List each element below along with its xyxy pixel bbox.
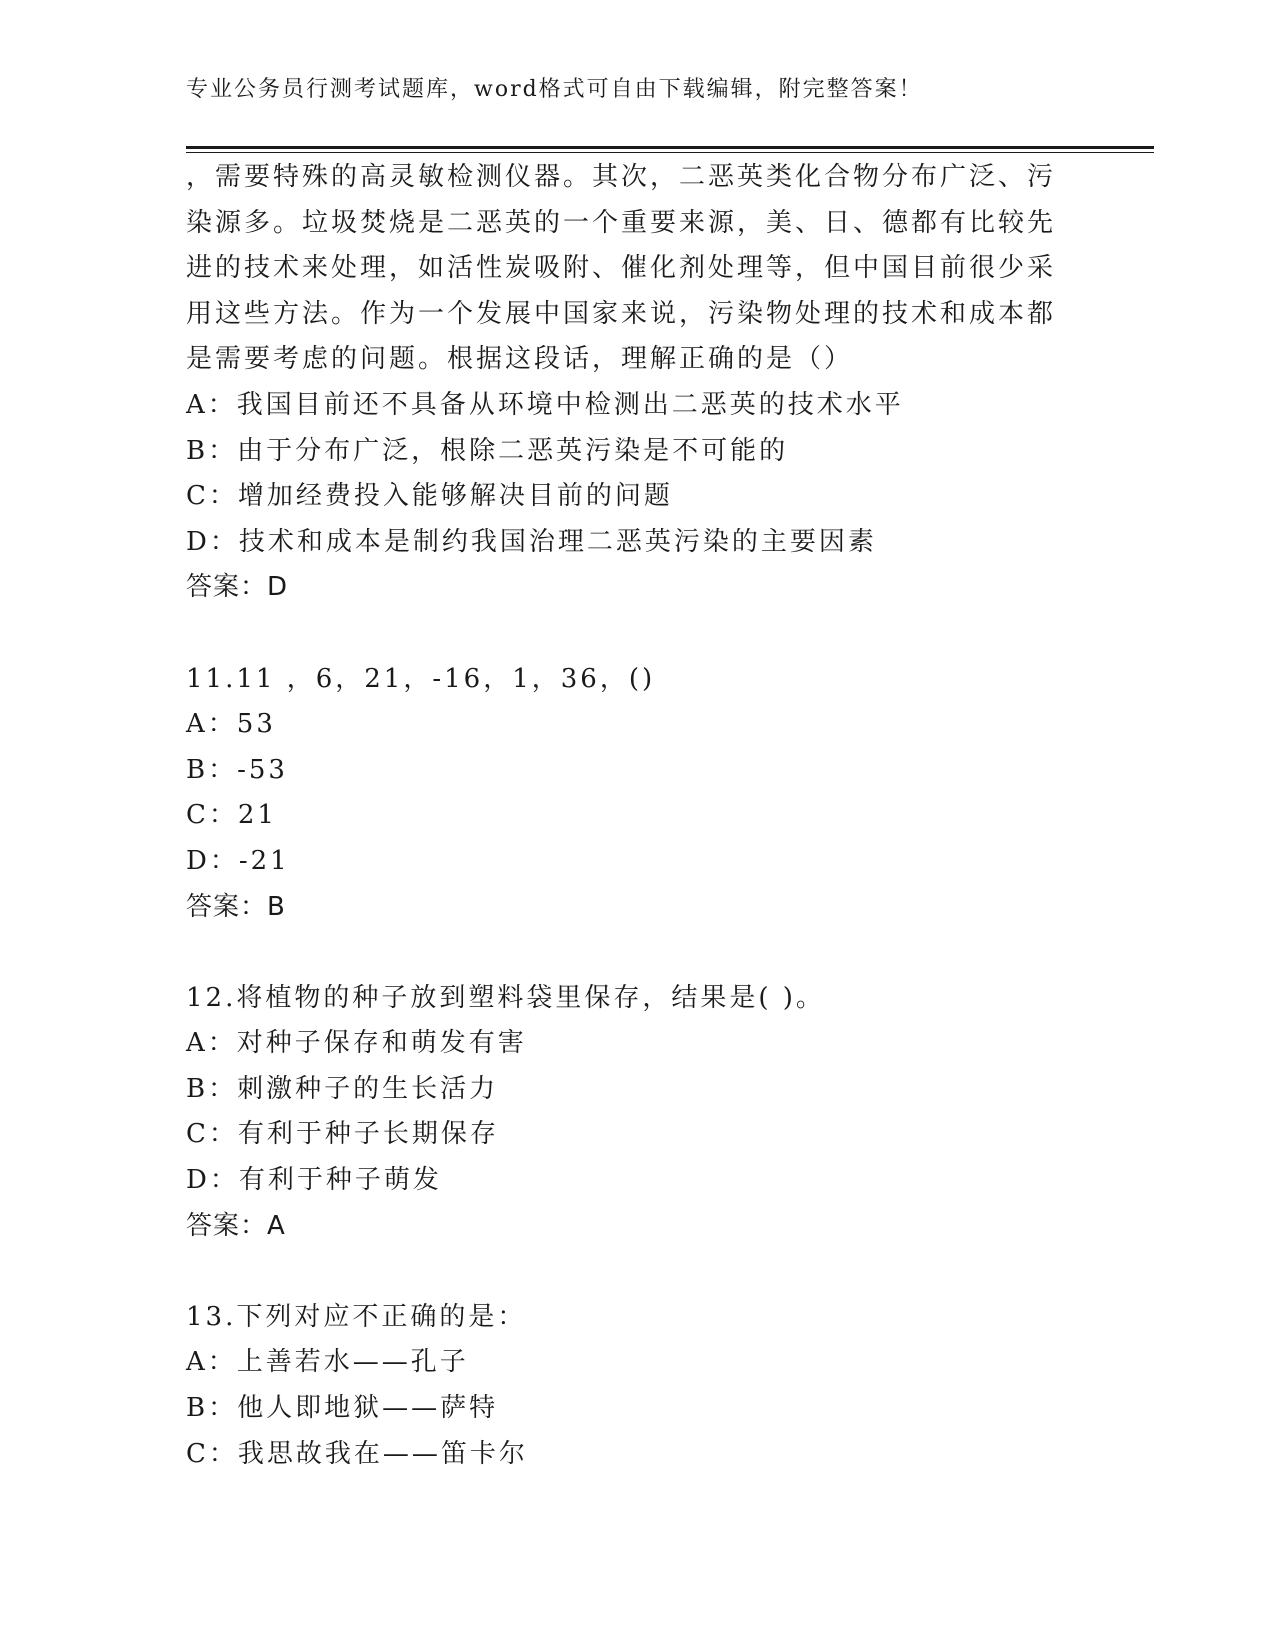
- passage-line: 用这些方法。作为一个发展中国家来说，污染物处理的技术和成本都: [186, 298, 1057, 329]
- option-b: B：-53: [186, 754, 288, 785]
- answer-line: 答案：A: [186, 1210, 286, 1241]
- question-12: [186, 976, 1086, 1250]
- option-a: A：我国目前还不具备从环境中检测出二恶英的技术水平: [186, 389, 904, 420]
- option-d: D：技术和成本是制约我国治理二恶英污染的主要因素: [186, 526, 877, 557]
- question-10: [186, 155, 1086, 611]
- spacer: [186, 930, 1086, 976]
- option-c: C：增加经费投入能够解决目前的问题: [186, 481, 673, 512]
- passage-line: 是需要考虑的问题。根据这段话，理解正确的是（）: [186, 344, 854, 375]
- question-stem: 13.下列对应不正确的是：: [186, 1301, 527, 1332]
- page-header: 专业公务员行测考试题库，word格式可自由下载编辑，附完整答案！: [186, 77, 923, 102]
- option-a: A：53: [186, 709, 276, 740]
- question-11: [186, 657, 1086, 931]
- question-content: [186, 155, 1086, 1477]
- option-b: B：由于分布广泛，根除二恶英污染是不可能的: [186, 435, 789, 466]
- answer-line: 答案：D: [186, 572, 289, 603]
- question-stem: 11.11 ，6，21，-16，1，36，(): [186, 663, 656, 694]
- passage-line: ，需要特殊的高灵敏检测仪器。其次，二恶英类化合物分布广泛、污: [186, 162, 1057, 192]
- option-d: D：-21: [186, 845, 290, 876]
- option-b: B：他人即地狱——萨特: [186, 1393, 499, 1424]
- spacer: [186, 1249, 1086, 1295]
- passage-line: 进的技术来处理，如活性炭吸附、催化剂处理等，但中国目前很少采: [186, 253, 1057, 284]
- answer-line: 答案：B: [186, 891, 286, 922]
- option-b: B：刺激种子的生长活力: [186, 1073, 499, 1104]
- spacer: [186, 611, 1086, 657]
- option-d: D：有利于种子萌发: [186, 1165, 442, 1196]
- option-c: C：21: [186, 800, 277, 831]
- header-rule-thin: [186, 152, 1154, 153]
- option-c: C：有利于种子长期保存: [186, 1119, 499, 1150]
- option-a: A：对种子保存和萌发有害: [186, 1028, 527, 1059]
- question-stem: 12.将植物的种子放到塑料袋里保存，结果是( )。: [186, 982, 825, 1013]
- option-c: C：我思故我在——笛卡尔: [186, 1438, 528, 1469]
- question-13: [186, 1295, 1086, 1477]
- option-a: A：上善若水——孔子: [186, 1347, 469, 1378]
- passage-line: 染源多。垃圾焚烧是二恶英的一个重要来源，美、日、德都有比较先: [186, 207, 1057, 238]
- header-rule-thick: [186, 146, 1154, 149]
